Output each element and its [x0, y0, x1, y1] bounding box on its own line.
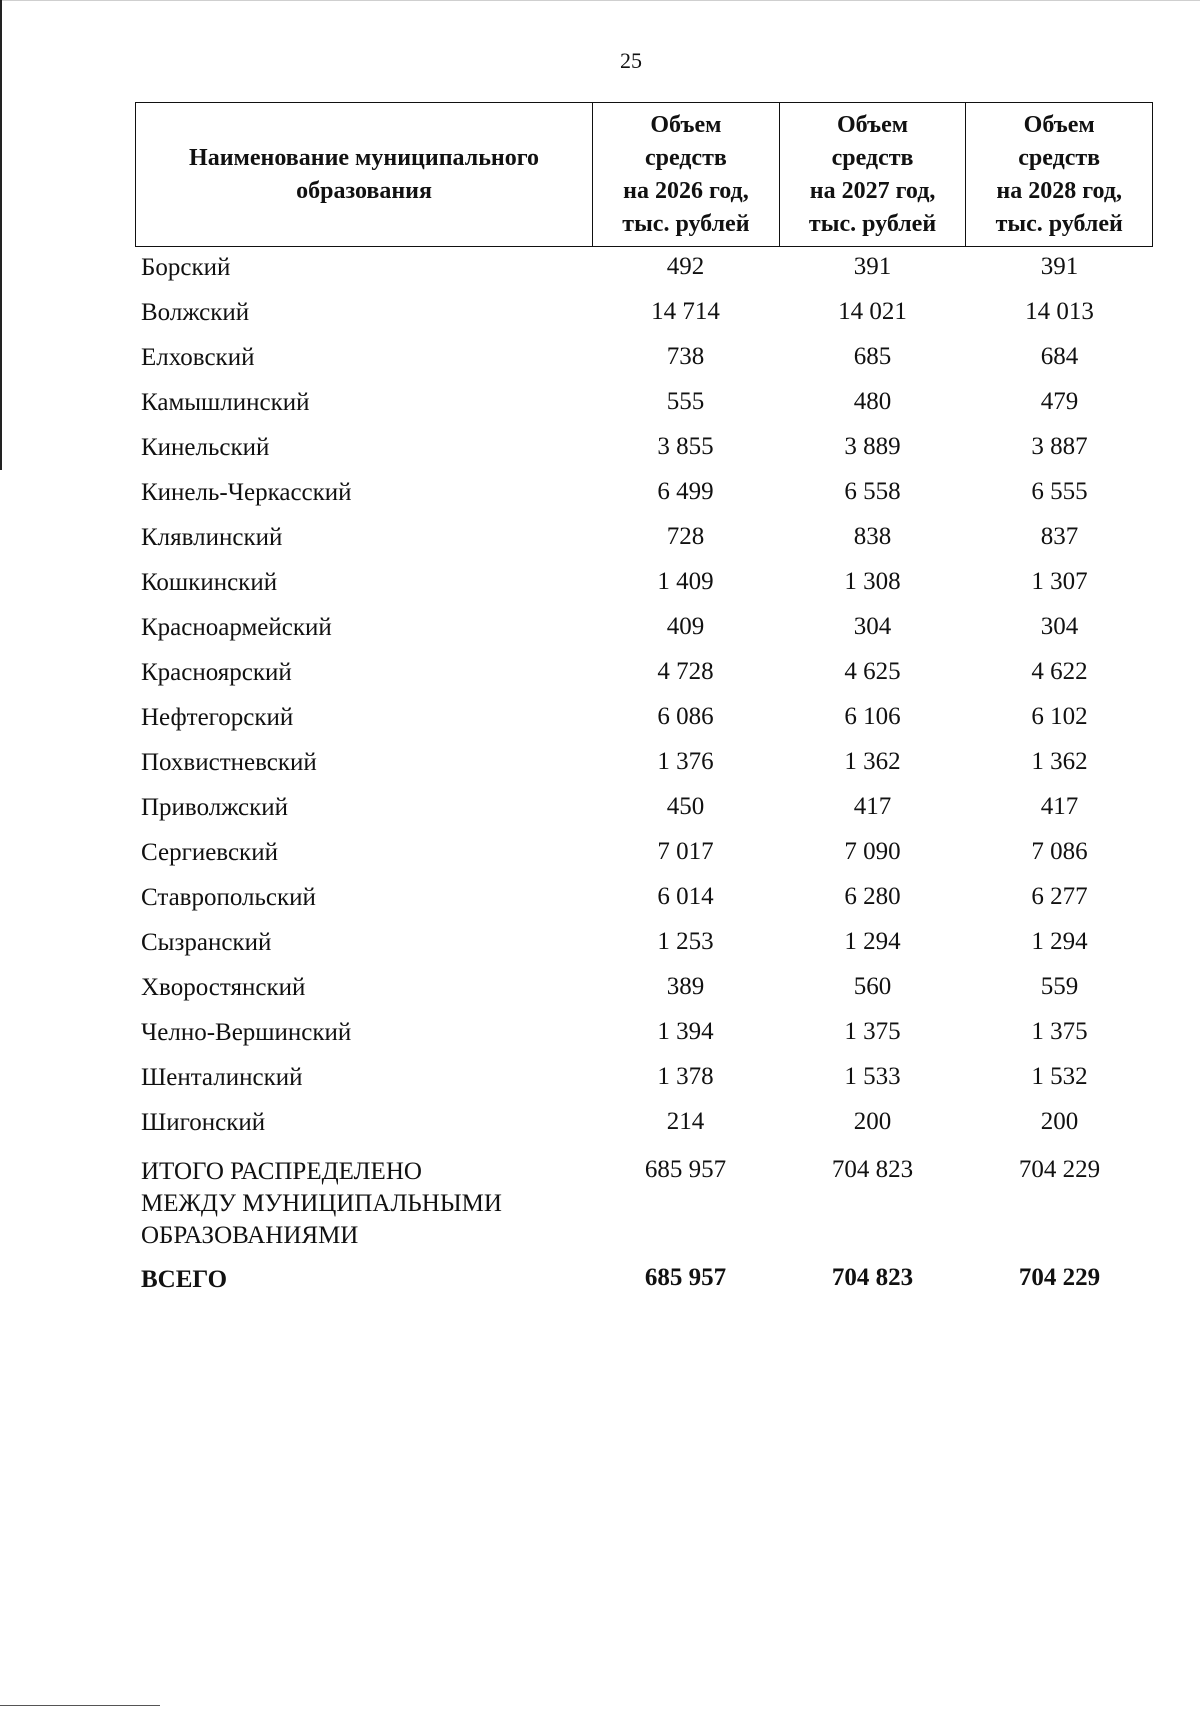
value-2028: 304: [1040, 613, 1079, 640]
header-2027-line: Объем: [837, 111, 909, 138]
distributed-label-line: МЕЖДУ МУНИЦИПАЛЬНЫМИ: [141, 1190, 502, 1217]
scan-top-edge: [0, 0, 1200, 1]
grand-total-2026-value: 685 957: [644, 1264, 727, 1291]
value-2028: 391: [1040, 253, 1079, 280]
municipality-name: Борский: [141, 254, 231, 281]
distributed-total-row: [135, 1152, 1153, 1260]
value-2026: 389: [666, 973, 705, 1000]
table-row: [135, 612, 1153, 657]
municipality-name: Красноярский: [141, 659, 292, 686]
header-2028-line: средств: [1018, 144, 1101, 171]
header-2026-line: средств: [644, 144, 727, 171]
grand-total-2027-value: 704 823: [831, 1264, 914, 1291]
municipality-name: Кошкинский: [141, 569, 278, 596]
value-2026: 6 499: [657, 478, 714, 505]
value-2026: 738: [666, 343, 705, 370]
value-2027: 6 106: [844, 703, 901, 730]
value-2026: 1 409: [657, 568, 714, 595]
value-2028: 684: [1040, 343, 1079, 370]
table-row: [135, 567, 1153, 612]
municipality-name: Сергиевский: [141, 839, 278, 866]
value-2026: 1 253: [657, 928, 714, 955]
value-2027: 304: [853, 613, 892, 640]
value-2027: 6 558: [844, 478, 901, 505]
table-row: [135, 1062, 1153, 1107]
table-row: [135, 1017, 1153, 1062]
municipality-name: Волжский: [141, 299, 250, 326]
municipality-name: Кинельский: [141, 434, 270, 461]
value-2028: 6 555: [1031, 478, 1088, 505]
grand-total-row: [135, 1260, 1153, 1308]
value-2028: 417: [1040, 793, 1079, 820]
value-2028: 14 013: [1025, 298, 1094, 325]
distributed-label-line: ОБРАЗОВАНИЯМИ: [141, 1222, 359, 1249]
municipality-name: Челно-Вершинский: [141, 1019, 352, 1046]
value-2026: 450: [666, 793, 705, 820]
value-2028: 837: [1040, 523, 1079, 550]
value-2026: 3 855: [657, 433, 714, 460]
value-2026: 6 014: [657, 883, 714, 910]
grand-total-label: ВСЕГО: [141, 1266, 228, 1293]
value-2028: 3 887: [1031, 433, 1088, 460]
municipality-name: Шенталинский: [141, 1064, 303, 1091]
value-2028: 7 086: [1031, 838, 1088, 865]
value-2028: 200: [1040, 1108, 1079, 1135]
table-row: [135, 882, 1153, 927]
table-row: [135, 837, 1153, 882]
header-2028-line: на 2028 год,: [996, 177, 1122, 204]
header-2028: [965, 103, 1152, 246]
header-2026-line: Объем: [650, 111, 722, 138]
distributed-2026-value: 685 957: [644, 1156, 727, 1183]
value-2028: 1 362: [1031, 748, 1088, 775]
value-2026: 4 728: [657, 658, 714, 685]
value-2027: 480: [853, 388, 892, 415]
value-2026: 14 714: [651, 298, 720, 325]
municipality-name: Похвистневский: [141, 749, 317, 776]
table-body: [135, 252, 1153, 1308]
value-2027: 4 625: [844, 658, 901, 685]
value-2026: 214: [666, 1108, 705, 1135]
municipality-name: Кинель-Черкасский: [141, 479, 352, 506]
table-row: [135, 297, 1153, 342]
value-2027: 200: [853, 1108, 892, 1135]
value-2027: 1 533: [844, 1063, 901, 1090]
value-2028: 1 532: [1031, 1063, 1088, 1090]
value-2028: 479: [1040, 388, 1079, 415]
value-2028: 1 294: [1031, 928, 1088, 955]
value-2028: 6 277: [1031, 883, 1088, 910]
table-row: [135, 342, 1153, 387]
header-2026: [592, 103, 779, 246]
value-2026: 555: [666, 388, 705, 415]
header-2027-line: тыс. рублей: [808, 210, 937, 237]
value-2027: 7 090: [844, 838, 901, 865]
value-2027: 3 889: [844, 433, 901, 460]
table-row: [135, 747, 1153, 792]
value-2027: 1 375: [844, 1018, 901, 1045]
municipality-name: Хворостянский: [141, 974, 306, 1001]
value-2027: 1 294: [844, 928, 901, 955]
value-2028: 1 375: [1031, 1018, 1088, 1045]
municipality-name: Клявлинский: [141, 524, 283, 551]
table-row: [135, 522, 1153, 567]
header-2026-line: тыс. рублей: [622, 210, 750, 237]
header-municipality-line: образования: [296, 177, 432, 204]
municipality-name: Шигонский: [141, 1109, 266, 1136]
value-2028: 1 307: [1031, 568, 1088, 595]
distributed-2028-value: 704 229: [1018, 1156, 1101, 1183]
table-row: [135, 252, 1153, 297]
value-2028: 6 102: [1031, 703, 1088, 730]
municipality-name: Красноармейский: [141, 614, 332, 641]
value-2027: 838: [853, 523, 892, 550]
table-row: [135, 657, 1153, 702]
municipality-name: Елховский: [141, 344, 255, 371]
value-2026: 409: [666, 613, 705, 640]
grand-total-2028-value: 704 229: [1018, 1264, 1101, 1291]
municipality-name: Ставропольский: [141, 884, 316, 911]
value-2027: 1 308: [844, 568, 901, 595]
header-2027-line: средств: [831, 144, 914, 171]
table-row: [135, 702, 1153, 747]
value-2028: 559: [1040, 973, 1079, 1000]
page-number: 25: [620, 48, 642, 73]
municipality-name: Сызранский: [141, 929, 272, 956]
table-row: [135, 927, 1153, 972]
distributed-total-label: [135, 1152, 592, 1260]
header-municipality-line: Наименование муниципального: [189, 144, 540, 171]
value-2027: 391: [853, 253, 892, 280]
scan-bottom-line: [0, 1705, 160, 1706]
value-2026: 6 086: [657, 703, 714, 730]
distributed-2027-value: 704 823: [831, 1156, 914, 1183]
municipality-name: Нефтегорский: [141, 704, 294, 731]
header-2027: [779, 103, 966, 246]
municipality-name: Камышлинский: [141, 389, 310, 416]
value-2027: 560: [853, 973, 892, 1000]
value-2027: 6 280: [844, 883, 901, 910]
value-2026: 1 394: [657, 1018, 714, 1045]
header-2028-line: Объем: [1023, 111, 1095, 138]
table-row: [135, 972, 1153, 1017]
value-2026: 728: [666, 523, 705, 550]
value-2026: 1 376: [657, 748, 714, 775]
header-2026-line: на 2026 год,: [623, 177, 749, 204]
value-2027: 685: [853, 343, 892, 370]
header-2028-line: тыс. рублей: [995, 210, 1123, 237]
table-row: [135, 432, 1153, 477]
value-2027: 14 021: [838, 298, 907, 325]
table-row: [135, 477, 1153, 522]
value-2026: 7 017: [657, 838, 714, 865]
value-2026: 1 378: [657, 1063, 714, 1090]
table-row: [135, 1107, 1153, 1152]
value-2027: 417: [853, 793, 892, 820]
table-row: [135, 792, 1153, 837]
table-row: [135, 387, 1153, 432]
value-2027: 1 362: [844, 748, 901, 775]
header-municipality: [136, 103, 592, 246]
table-header: [135, 102, 1153, 247]
municipality-name: Приволжский: [141, 794, 289, 821]
header-2027-line: на 2027 год,: [809, 177, 936, 204]
value-2028: 4 622: [1031, 658, 1088, 685]
distributed-label-line: ИТОГО РАСПРЕДЕЛЕНО: [141, 1158, 422, 1185]
value-2026: 492: [666, 253, 705, 280]
